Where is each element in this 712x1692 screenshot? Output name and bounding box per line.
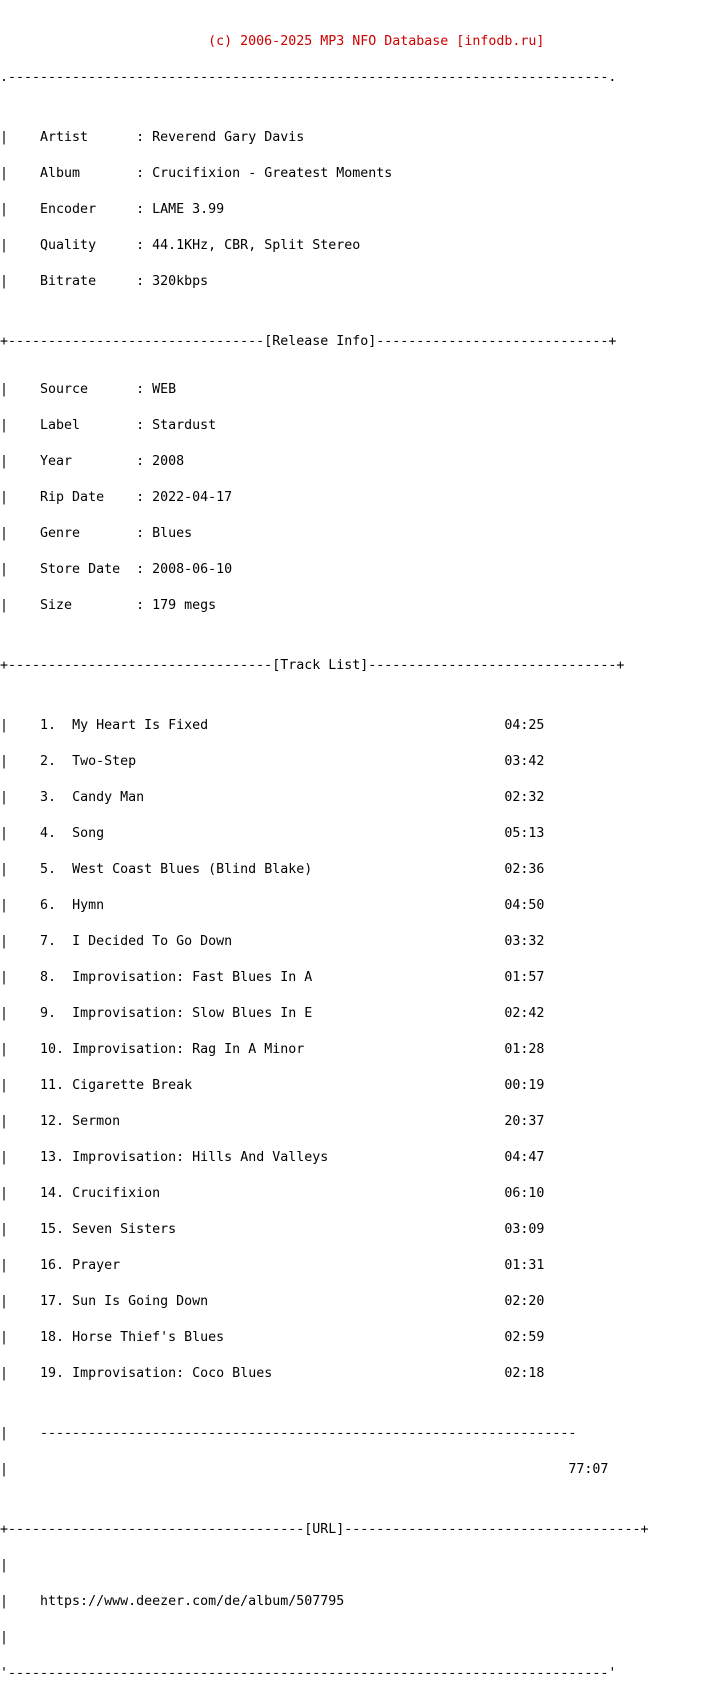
track-number: 1. (40, 718, 57, 733)
info-key: Bitrate (40, 274, 97, 289)
track-time: 02:18 (504, 1366, 545, 1381)
track-row: | 17. Sun Is Going Down 02:20 (0, 1294, 545, 1309)
track-number: 6. (40, 898, 57, 913)
track-row: | 7. I Decided To Go Down 03:32 (0, 934, 545, 949)
track-title: Improvisation: Slow Blues In E (72, 1006, 313, 1021)
track-row: | 14. Crucifixion 06:10 (0, 1186, 545, 1201)
track-row: | 18. Horse Thief's Blues 02:59 (0, 1330, 545, 1345)
track-row: | 5. West Coast Blues (Blind Blake) 02:36 (0, 862, 545, 877)
release-key: Year (40, 454, 73, 469)
track-title: Improvisation: Coco Blues (72, 1366, 273, 1381)
track-row: | 2. Two-Step 03:42 (0, 754, 545, 769)
url-spacer: | (0, 1630, 9, 1645)
info-value: Crucifixion - Greatest Moments (152, 166, 393, 181)
track-time: 03:32 (504, 934, 545, 949)
release-value: 2008 (152, 454, 185, 469)
track-title: Cigarette Break (72, 1078, 193, 1093)
track-time: 03:42 (504, 754, 545, 769)
release-row: | Source : WEB (0, 382, 177, 397)
release-row: | Rip Date : 2022-04-17 (0, 490, 233, 505)
track-row: | 11. Cigarette Break 00:19 (0, 1078, 545, 1093)
track-number: 16. (40, 1258, 65, 1273)
track-time: 05:13 (504, 826, 545, 841)
url-row: | https://www.deezer.com/de/album/507795 (0, 1594, 345, 1609)
release-row: | Store Date : 2008-06-10 (0, 562, 233, 577)
track-number: 19. (40, 1366, 65, 1381)
track-time: 02:20 (504, 1294, 545, 1309)
track-row: | 6. Hymn 04:50 (0, 898, 545, 913)
track-number: 7. (40, 934, 57, 949)
release-key: Store Date (40, 562, 121, 577)
release-value: 2022-04-17 (152, 490, 233, 505)
track-row: | 19. Improvisation: Coco Blues 02:18 (0, 1366, 545, 1381)
track-title: Hymn (72, 898, 105, 913)
track-title: Candy Man (72, 790, 145, 805)
release-value: WEB (152, 382, 177, 397)
track-title: Improvisation: Hills And Valleys (72, 1150, 329, 1165)
track-time: 02:36 (504, 862, 545, 877)
track-row: | 1. My Heart Is Fixed 04:25 (0, 718, 545, 733)
track-title: Horse Thief's Blues (72, 1330, 225, 1345)
release-info-divider: +--------------------------------[Release Info]-----------------------------+ (0, 334, 617, 349)
track-title: West Coast Blues (Blind Blake) (72, 862, 313, 877)
track-row: | 4. Song 05:13 (0, 826, 545, 841)
track-time: 04:50 (504, 898, 545, 913)
info-value: 320kbps (152, 274, 209, 289)
track-time: 04:47 (504, 1150, 545, 1165)
release-row: | Genre : Blues (0, 526, 193, 541)
track-title: Two-Step (72, 754, 137, 769)
track-time: 00:19 (504, 1078, 545, 1093)
track-title: Seven Sisters (72, 1222, 177, 1237)
track-title: My Heart Is Fixed (72, 718, 209, 733)
release-key: Label (40, 418, 81, 433)
release-key: Size (40, 598, 73, 613)
release-key: Rip Date (40, 490, 105, 505)
track-number: 10. (40, 1042, 65, 1057)
track-row: | 12. Sermon 20:37 (0, 1114, 545, 1129)
info-key: Album (40, 166, 81, 181)
release-row: | Label : Stardust (0, 418, 217, 433)
track-time: 02:32 (504, 790, 545, 805)
track-number: 11. (40, 1078, 65, 1093)
track-title: Sermon (72, 1114, 121, 1129)
url-spacer: | (0, 1558, 9, 1573)
total-time: 77:07 (568, 1462, 609, 1477)
header-line (0, 36, 648, 48)
track-row: | 9. Improvisation: Slow Blues In E 02:42 (0, 1006, 545, 1021)
track-title: I Decided To Go Down (72, 934, 233, 949)
release-value: 179 megs (152, 598, 217, 613)
track-list-heading: [Track List] (272, 658, 369, 673)
track-number: 9. (40, 1006, 57, 1021)
track-time: 01:31 (504, 1258, 545, 1273)
info-value: 44.1KHz, CBR, Split Stereo (152, 238, 361, 253)
release-row: | Size : 179 megs (0, 598, 217, 613)
track-number: 15. (40, 1222, 65, 1237)
track-list-divider: +---------------------------------[Track List]-------------------------------+ (0, 658, 625, 673)
top-border: .---------------------------------------------------------------------------. (0, 70, 617, 85)
track-number: 4. (40, 826, 57, 841)
track-number: 18. (40, 1330, 65, 1345)
copyright-header: (c) 2006-2025 MP3 NFO Database [infodb.ru] (208, 34, 545, 49)
track-title: Song (72, 826, 105, 841)
release-row: | Year : 2008 (0, 454, 185, 469)
track-number: 12. (40, 1114, 65, 1129)
release-info-heading: [Release Info] (264, 334, 377, 349)
info-row: | Quality : 44.1KHz, CBR, Split Stereo (0, 238, 361, 253)
info-row: | Artist : Reverend Gary Davis (0, 130, 305, 145)
info-value: Reverend Gary Davis (152, 130, 305, 145)
info-key: Encoder (40, 202, 97, 217)
track-row: | 10. Improvisation: Rag In A Minor 01:28 (0, 1042, 545, 1057)
info-key: Quality (40, 238, 97, 253)
track-time: 02:42 (504, 1006, 545, 1021)
track-time: 03:09 (504, 1222, 545, 1237)
release-value: Blues (152, 526, 193, 541)
track-number: 3. (40, 790, 57, 805)
info-key: Artist (40, 130, 89, 145)
release-value: 2008-06-10 (152, 562, 233, 577)
track-row: | 8. Improvisation: Fast Blues In A 01:57 (0, 970, 545, 985)
track-number: 2. (40, 754, 57, 769)
total-separator: | ------------------------------------------------------------------- (0, 1426, 577, 1441)
track-number: 13. (40, 1150, 65, 1165)
track-number: 8. (40, 970, 57, 985)
info-row: | Encoder : LAME 3.99 (0, 202, 225, 217)
track-time: 20:37 (504, 1114, 545, 1129)
info-value: LAME 3.99 (152, 202, 225, 217)
info-row: | Album : Crucifixion - Greatest Moments (0, 166, 393, 181)
url-divider: +-------------------------------------[URL]-------------------------------------+ (0, 1522, 649, 1537)
track-row: | 15. Seven Sisters 03:09 (0, 1222, 545, 1237)
track-row: | 3. Candy Man 02:32 (0, 790, 545, 805)
track-time: 01:57 (504, 970, 545, 985)
track-time: 02:59 (504, 1330, 545, 1345)
track-row: | 16. Prayer 01:31 (0, 1258, 545, 1273)
track-title: Sun Is Going Down (72, 1294, 209, 1309)
track-title: Improvisation: Fast Blues In A (72, 970, 313, 985)
track-row: | 13. Improvisation: Hills And Valleys 04:47 (0, 1150, 545, 1165)
track-time: 01:28 (504, 1042, 545, 1057)
track-title: Prayer (72, 1258, 121, 1273)
bottom-border: '---------------------------------------------------------------------------' (0, 1666, 617, 1681)
track-title: Improvisation: Rag In A Minor (72, 1042, 305, 1057)
url-link[interactable]: https://www.deezer.com/de/album/507795 (40, 1594, 345, 1609)
track-time: 06:10 (504, 1186, 545, 1201)
track-number: 14. (40, 1186, 65, 1201)
url-heading: [URL] (304, 1522, 345, 1537)
track-time: 04:25 (504, 718, 545, 733)
release-key: Genre (40, 526, 81, 541)
release-key: Source (40, 382, 89, 397)
release-value: Stardust (152, 418, 217, 433)
total-row: | 77:07 (0, 1462, 609, 1477)
info-row: | Bitrate : 320kbps (0, 274, 209, 289)
track-title: Crucifixion (72, 1186, 161, 1201)
track-number: 17. (40, 1294, 65, 1309)
track-number: 5. (40, 862, 57, 877)
